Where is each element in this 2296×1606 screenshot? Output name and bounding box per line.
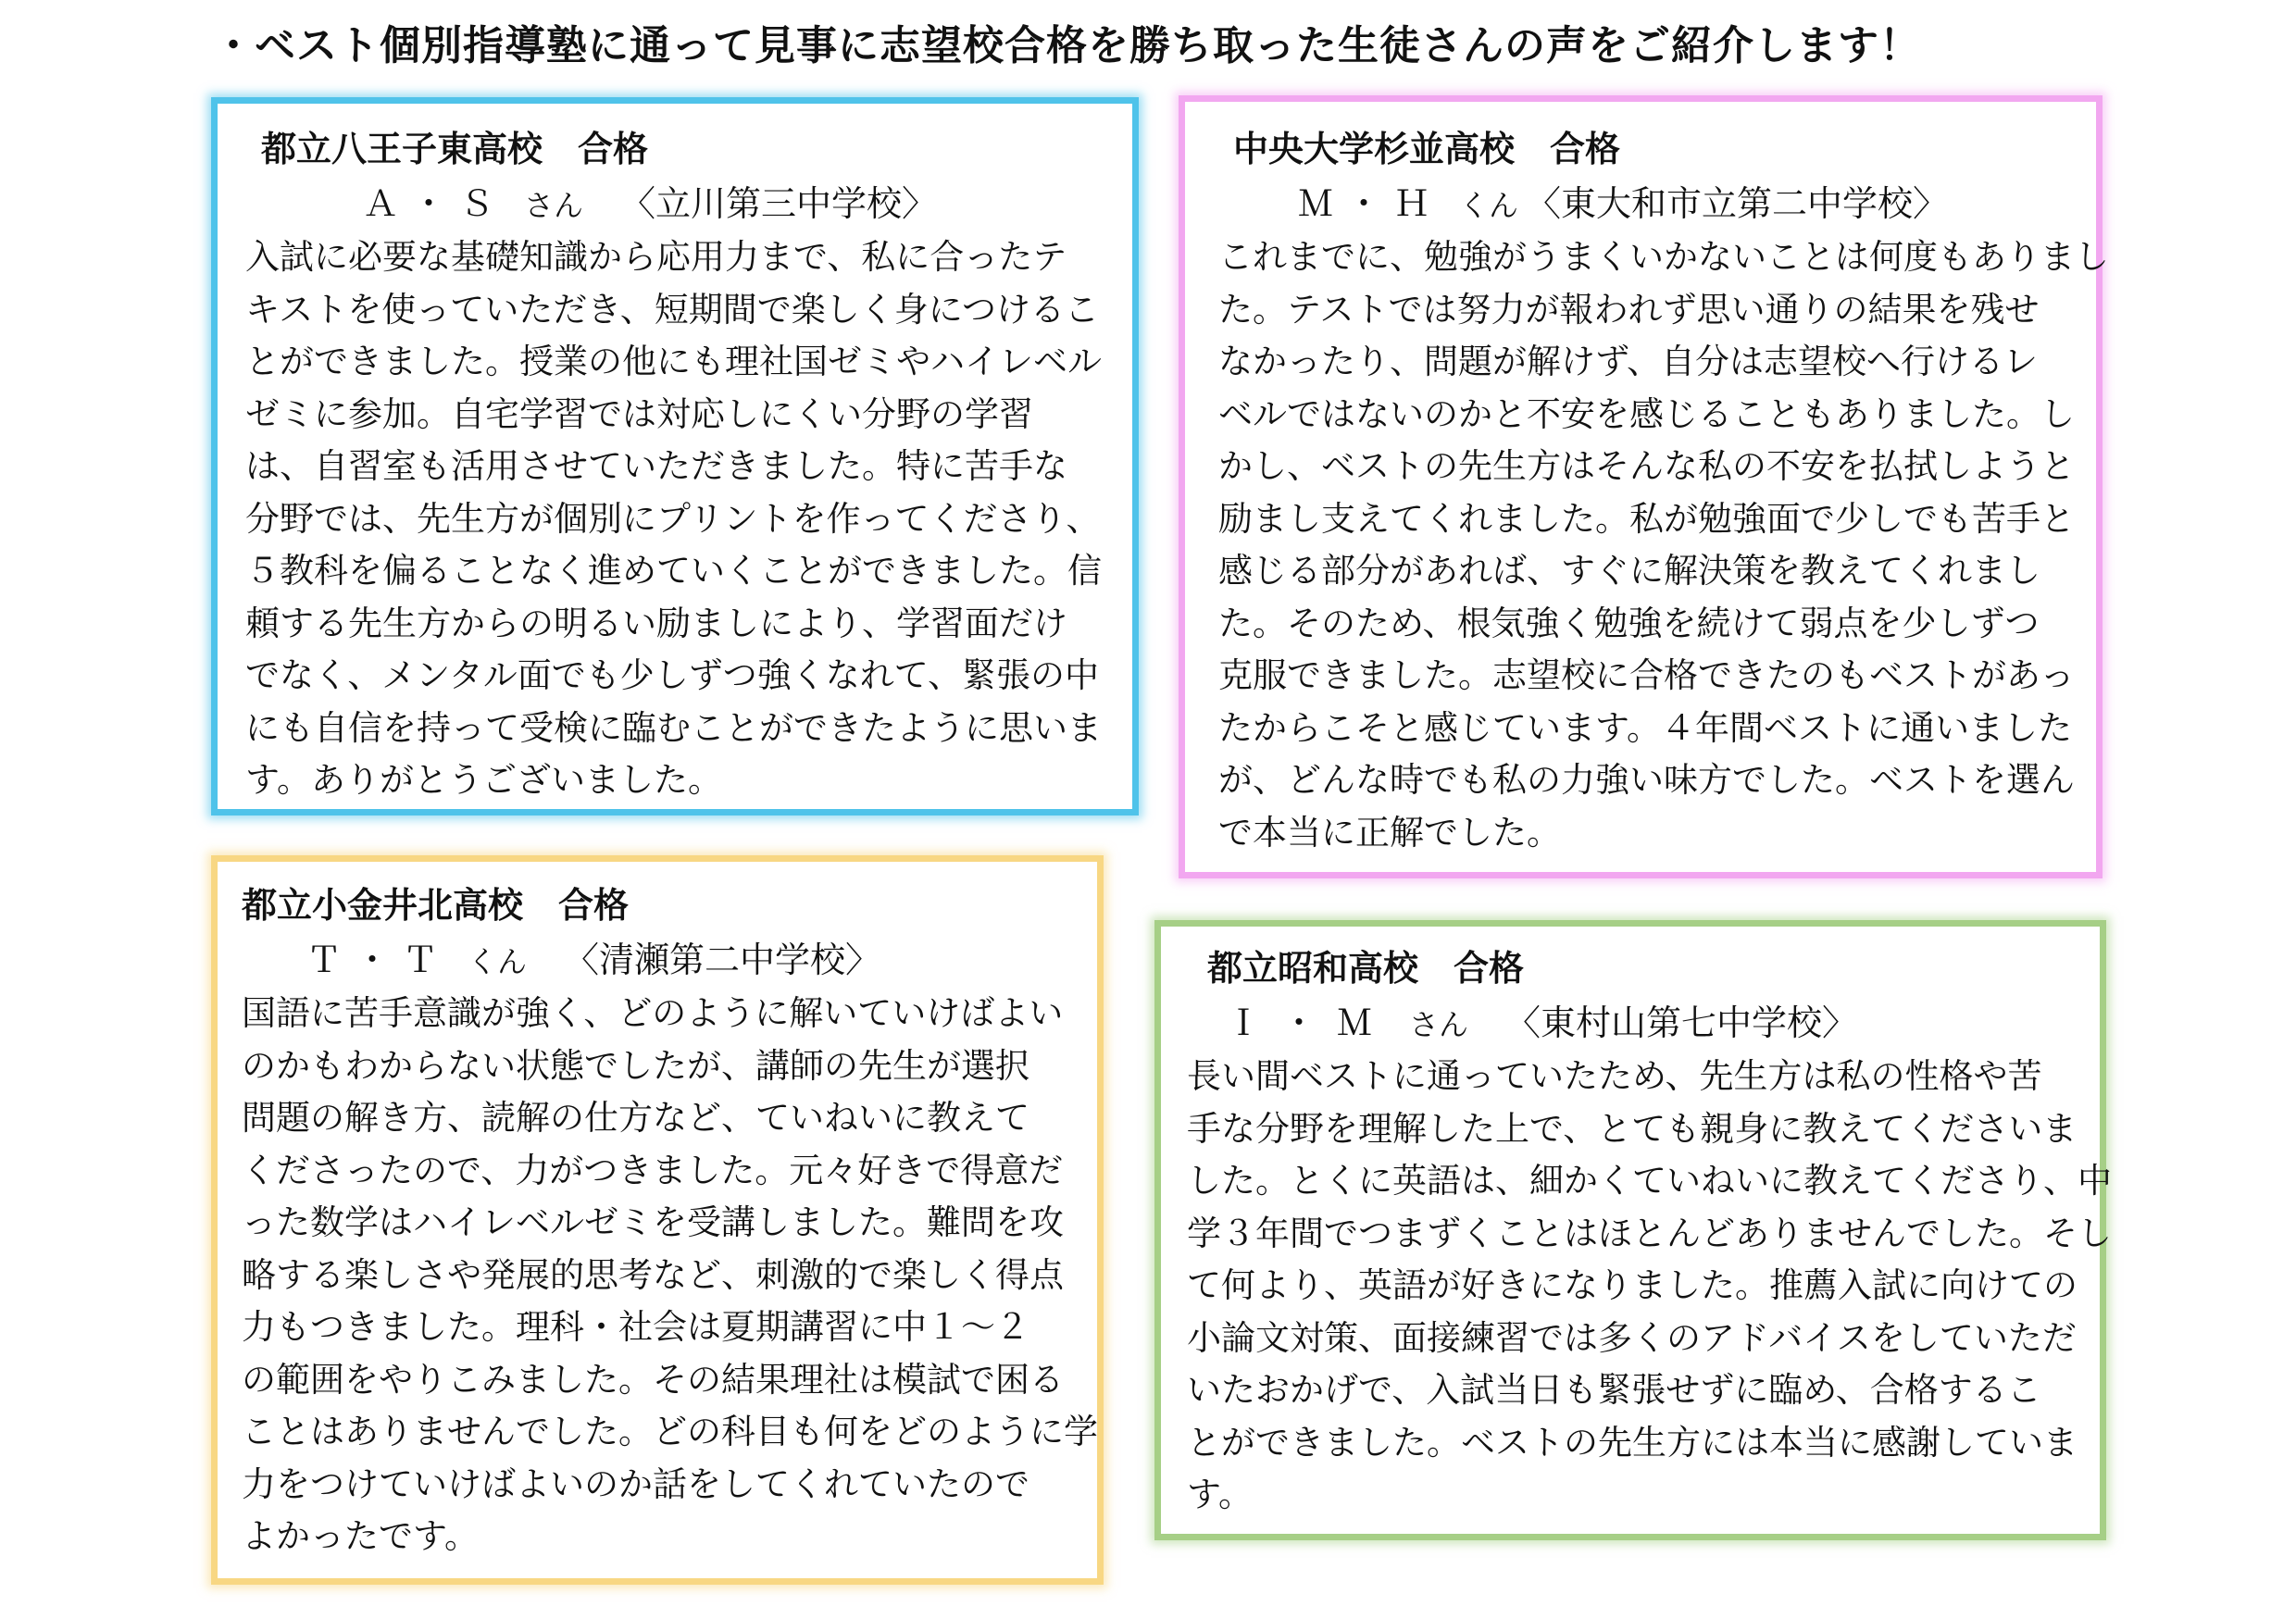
student-info [363, 178, 937, 231]
testimonial-line: よかったです。 [242, 1516, 480, 1556]
student-honorific: くん [1459, 188, 1519, 223]
testimonial-card-chuo-suginami [1179, 95, 2109, 878]
testimonial-line: 国語に苦手意識が強く、どのように解いていけばよい [242, 993, 1064, 1033]
testimonial-line: いたおかげで、入試当日も緊張せずに臨め、合格するこ [1187, 1370, 2041, 1410]
testimonial-line: の範囲をやりこみました。その結果理社は模試で困る [242, 1359, 1064, 1400]
testimonial-line: ５教科を偏ることなく進めていくことができました。信 [245, 551, 1102, 591]
junior-high-school: 〈清瀬第二中学校〉 [564, 940, 881, 980]
student-info [1298, 178, 1948, 231]
testimonial-line: かし、ベストの先生方はそんな私の不安を払拭しようと [1218, 446, 2075, 486]
testimonial-line: たからこそと感じています。４年間ベストに通いました [1218, 707, 2073, 748]
testimonial-line: た。テストでは努力が報われず思い通りの結果を残せ [1218, 289, 2040, 330]
testimonial-line: す。ありがとうございました。 [245, 760, 723, 800]
student-initials: Ｍ・Ｈ [1298, 183, 1443, 224]
student-initials: Ｔ・Ｔ [306, 940, 452, 980]
testimonial-body [242, 988, 1098, 1563]
testimonial-line: 手な分野を理解した上で、とても親身に教えてくださいま [1187, 1108, 2078, 1149]
testimonial-line: キストを使っていただき、短期間で楽しく身につけるこ [245, 289, 1100, 330]
testimonial-line: ことはありませんでした。どの科目も何をどのように学 [242, 1412, 1098, 1451]
student-honorific: さん [524, 188, 584, 223]
testimonial-line: ベルではないのかと不安を感じることもありました。し [1218, 393, 2075, 434]
junior-high-school: 〈東村山第七中学校〉 [1505, 1002, 1858, 1043]
testimonial-line: なかったり、問題が解けず、自分は志望校へ行けるレ [1218, 342, 2039, 381]
school-pass-heading: 都立八王子東高校 合格 [261, 129, 649, 169]
testimonial-line: とができました。ベストの先生方には本当に感謝していま [1187, 1422, 2078, 1463]
testimonial-line: は、自習室も活用させていただきました。特に苦手な [245, 446, 1067, 486]
testimonial-line: で本当に正解でした。 [1218, 812, 1561, 853]
student-initials: Ａ・Ｓ [363, 183, 508, 224]
student-honorific: くん [468, 944, 528, 979]
testimonial-body [1187, 1051, 2112, 1522]
testimonial-line: 学３年間でつまずくことはほとんどありませんでした。そし [1187, 1213, 2112, 1253]
school-pass-heading: 都立小金井北高校 合格 [242, 885, 630, 926]
testimonial-line: 克服できました。志望校に合格できたのもベストがあっ [1218, 655, 2075, 695]
testimonial-line: 分野では、先生方が個別にプリントを作ってくださり、 [245, 498, 1101, 539]
testimonial-body [245, 231, 1102, 807]
testimonial-line: 問題の解き方、読解の仕方など、ていねいに教えて [242, 1098, 1029, 1138]
testimonial-line: て何より、英語が好きになりました。推薦入試に向けての [1187, 1265, 2078, 1305]
student-info [1226, 997, 1857, 1051]
testimonial-line: 頼する先生方からの明るい励ましにより、学習面だけ [245, 603, 1067, 643]
testimonial-line: た。そのため、根気強く勉強を続けて弱点を少しずつ [1218, 603, 2040, 643]
testimonial-body [1218, 231, 2109, 859]
testimonial-line: とができました。授業の他にも理社国ゼミやハイレベル [245, 342, 1102, 381]
testimonial-line: 略する楽しさや発展的思考など、刺激的で楽しく得点 [242, 1254, 1064, 1295]
testimonial-card-koganei-kita [211, 855, 1104, 1585]
testimonial-line: 力をつけていけばよいのか話をしてくれていたので [242, 1463, 1029, 1504]
testimonial-line: 力もつきました。理科・社会は夏期講習に中１～２ [242, 1307, 1029, 1347]
junior-high-school: 〈立川第三中学校〉 [620, 183, 938, 224]
page-title: ・ベスト個別指導塾に通って見事に志望校合格を勝ち取った生徒さんの声をご紹介します！ [213, 22, 1921, 69]
testimonial-line: 感じる部分があれば、すぐに解決策を教えてくれまし [1218, 551, 2040, 591]
testimonial-line: 入試に必要な基礎知識から応用力まで、私に合ったテ [245, 237, 1067, 277]
junior-high-school: 〈東大和市立第二中学校〉 [1526, 183, 1949, 224]
testimonial-card-hachioji-higashi [211, 97, 1139, 815]
testimonial-line: のかもわからない状態でしたが、講師の先生が選択 [242, 1045, 1029, 1086]
student-initials: Ｉ・Ｍ [1226, 1002, 1393, 1043]
testimonial-line: でなく、メンタル面でも少しずつ強くなれて、緊張の中 [245, 655, 1100, 695]
student-info [306, 934, 880, 988]
testimonial-line: す。 [1187, 1475, 1254, 1514]
testimonial-line: これまでに、勉強がうまくいかないことは何度もありまし [1218, 237, 2109, 277]
testimonial-line: 長い間ベストに通っていたため、先生方は私の性格や苦 [1187, 1056, 2042, 1096]
testimonial-line: が、どんな時でも私の力強い味方でした。ベストを選ん [1218, 760, 2075, 800]
student-honorific: さん [1409, 1007, 1469, 1042]
testimonial-line: にも自信を持って受検に臨むことができたように思いま [245, 707, 1102, 748]
testimonial-line: した。とくに英語は、細かくていねいに教えてくださり、中 [1187, 1161, 2112, 1201]
school-pass-heading: 中央大学杉並高校 合格 [1233, 129, 1621, 169]
testimonial-card-showa [1154, 920, 2112, 1540]
testimonial-line: 励まし支えてくれました。私が勉強面で少しでも苦手と [1218, 498, 2075, 539]
testimonial-line: くださったので、力がつきました。元々好きで得意だ [242, 1150, 1064, 1190]
school-pass-heading: 都立昭和高校 合格 [1207, 948, 1525, 989]
testimonial-line: ゼミに参加。自宅学習では対応しにくい分野の学習 [245, 393, 1033, 434]
testimonial-line: 小論文対策、面接練習では多くのアドバイスをしていただ [1187, 1317, 2077, 1358]
testimonial-line: った数学はハイレベルゼミを受講しました。難問を攻 [242, 1202, 1064, 1242]
